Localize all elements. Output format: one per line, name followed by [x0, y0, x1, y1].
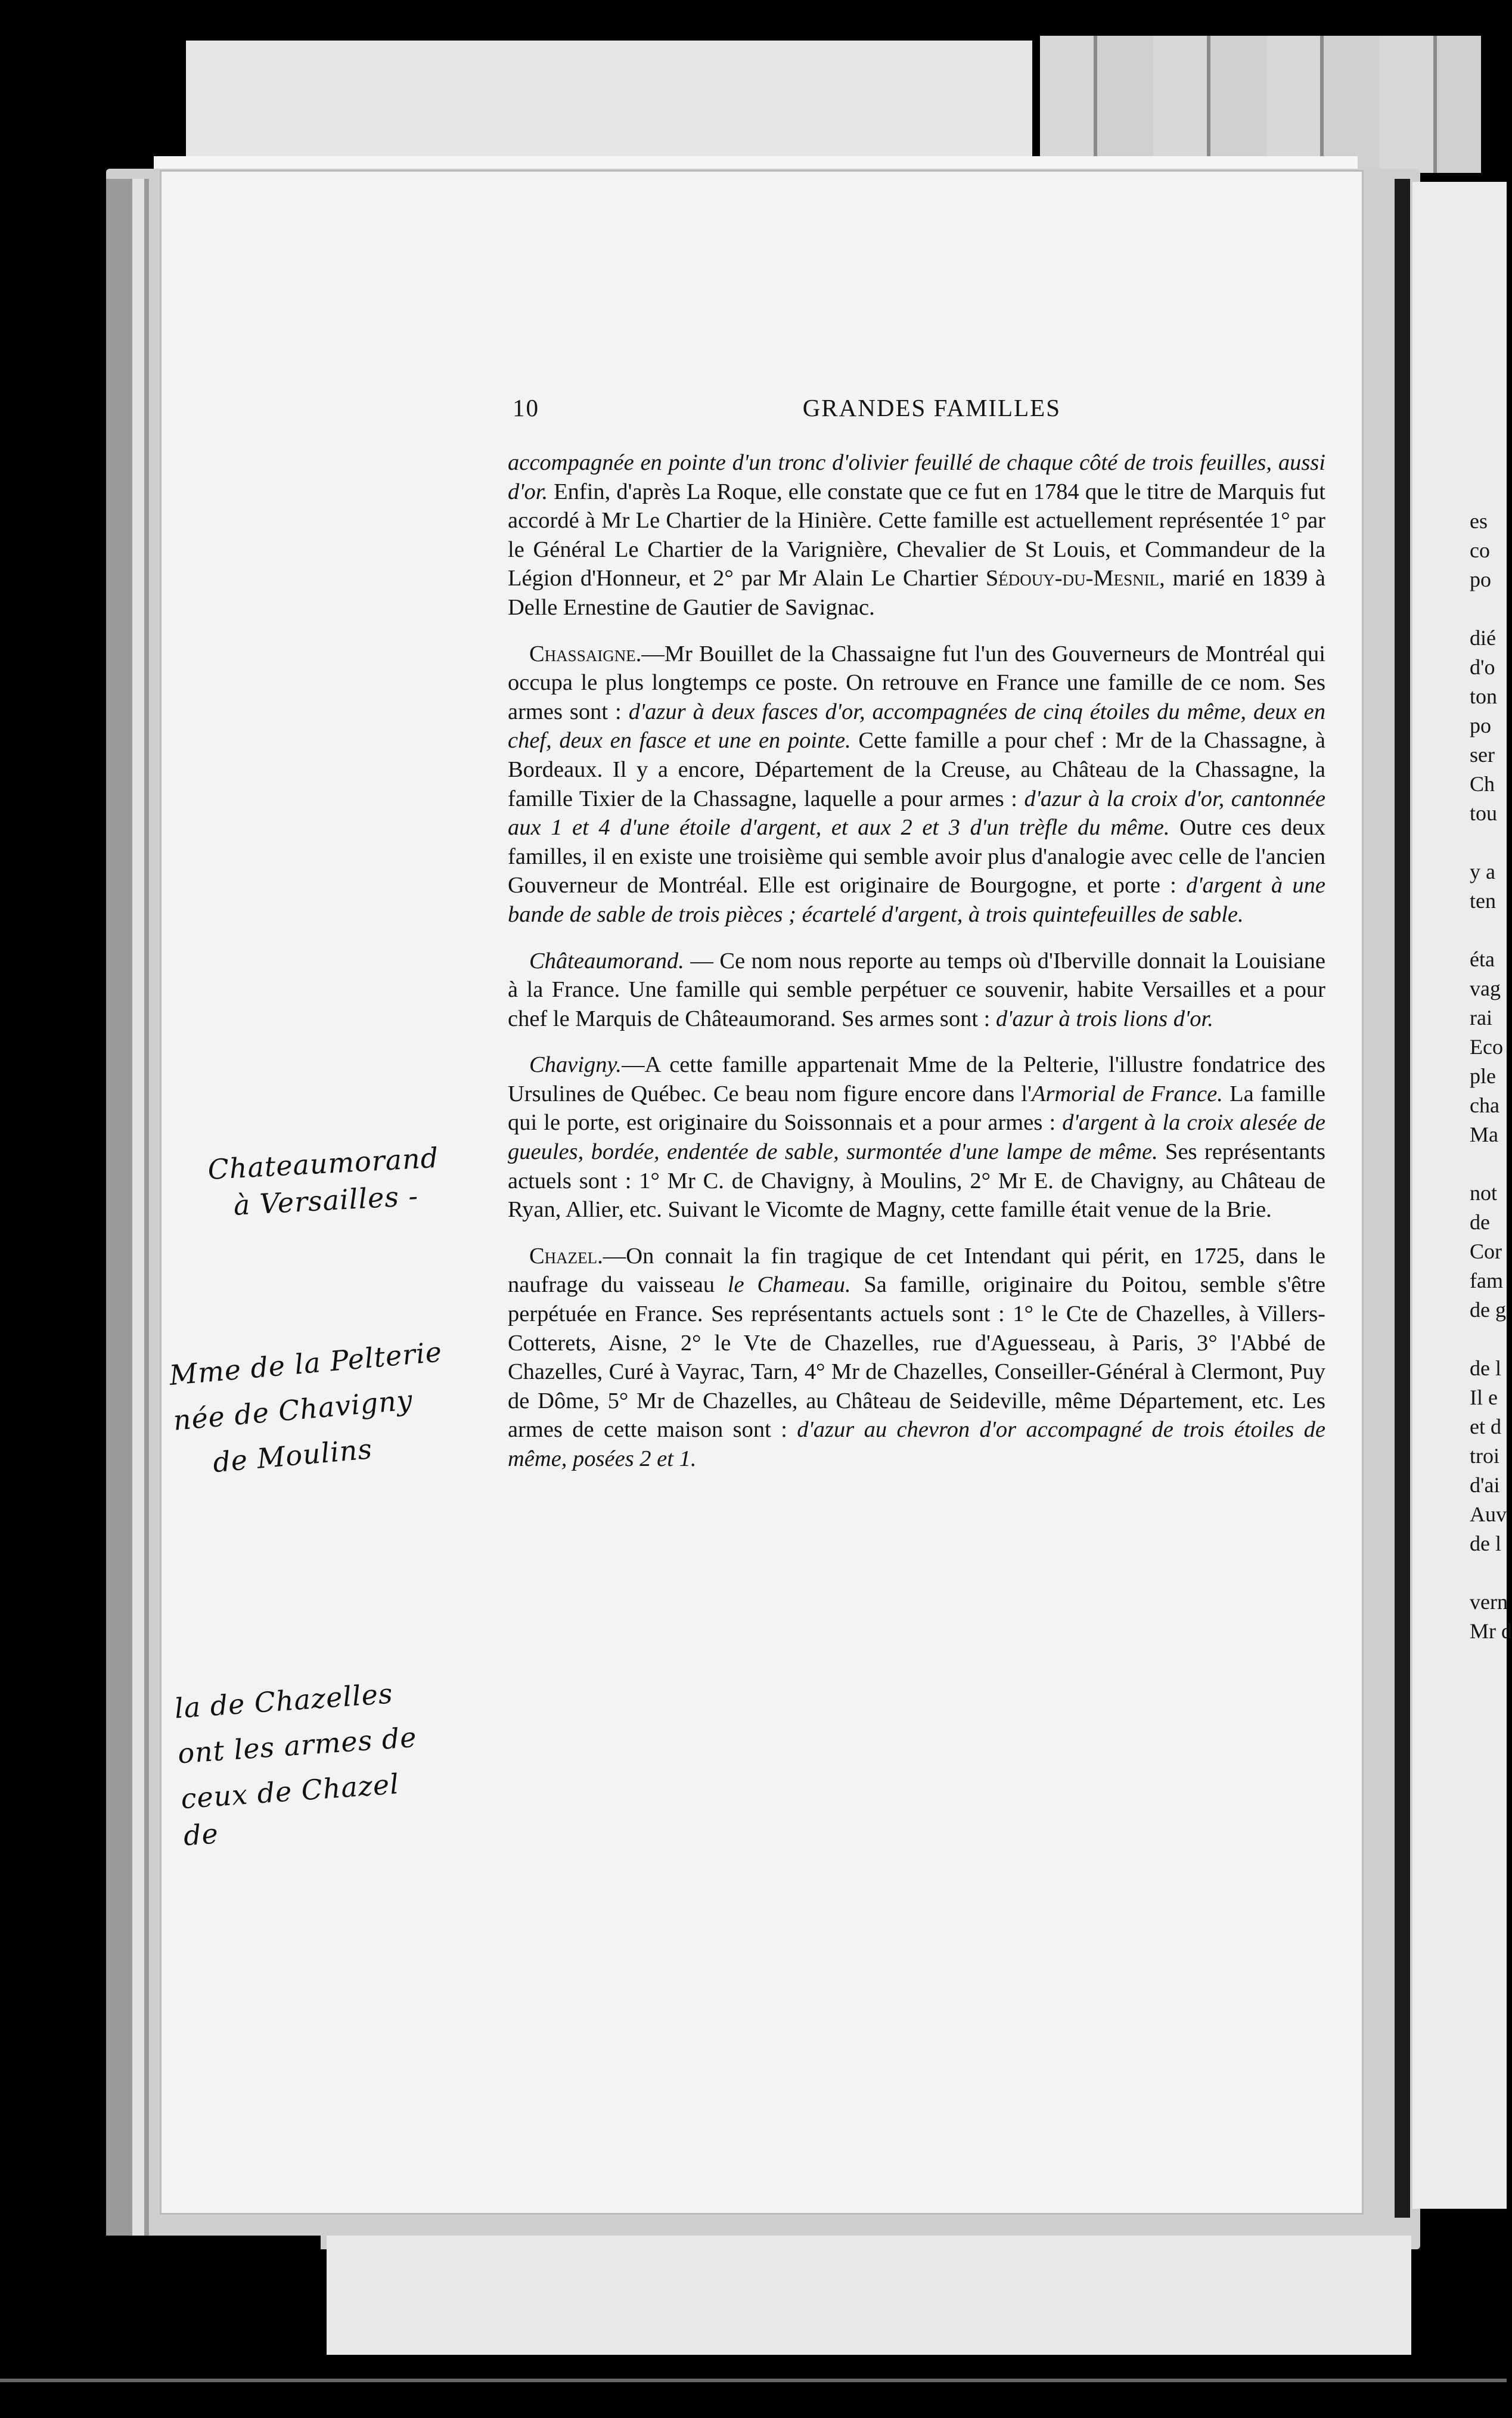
paragraph-chazel: [508, 1242, 1325, 1474]
entry-heading: Châteaumorand.: [529, 948, 684, 974]
facing-page-line: fam: [1470, 1269, 1503, 1292]
blazon-text: d'azur à deux fasces d'or, accompagnées de cinq étoiles du même, deux en chef, deux en fasce et une en pointe.: [508, 699, 1325, 754]
paragraph-text: Cette famille a pour chef : Mr de la Chassagne, à Bordeaux. Il y a encore, Département de la Creuse, au Château de la Chassagne, la famille Tixier de la Chassagne, laquelle a pour armes :: [508, 728, 1325, 811]
blazon-text: d'azur à trois lions d'or.: [995, 1006, 1213, 1031]
note-line: née de Chavigny: [172, 1383, 414, 1437]
ship-name: le Chameau.: [727, 1272, 851, 1298]
facing-page-line: es: [1470, 509, 1488, 533]
facing-page-line: et d: [1470, 1415, 1501, 1439]
entry-heading: Chavigny.: [529, 1052, 622, 1078]
scan-background-wood: [1040, 36, 1481, 173]
facing-page-line: ton: [1470, 684, 1498, 708]
paragraph-text: Ses représentants actuels sont : 1° Mr C. de Chavigny, à Moulins, 2° Mr E. de Chavigny, au Château de Ryan, Allier, etc. Suivant le Vicomte de Magny, cette famille était venue de la Brie.: [508, 1139, 1325, 1223]
handwritten-note-chazelles: [173, 1673, 434, 1855]
facing-page-line: y a: [1470, 860, 1495, 884]
facing-page-line: d'ai: [1470, 1473, 1500, 1497]
facing-page-line: vern: [1470, 1590, 1508, 1614]
facing-page-line: [1470, 1149, 1507, 1179]
facing-page-line: Cor: [1470, 1239, 1502, 1263]
facing-page-line: [1470, 594, 1507, 624]
facing-page-line: [1470, 1325, 1507, 1354]
note-line: de Moulins: [211, 1433, 374, 1479]
scan-white-band: [154, 156, 1358, 169]
family-name-smallcaps: Sédouy-du-Mesnil: [985, 566, 1160, 591]
facing-page-line: de g: [1470, 1298, 1506, 1322]
facing-page-line: Eco: [1470, 1035, 1503, 1059]
paragraph-text: —A cette famille appartenait Mme de la Pelterie, l'illustre fondatrice des Ursulines de Québec. Ce beau nom figure encore dans l': [508, 1052, 1325, 1106]
note-line: à Versailles -: [232, 1179, 420, 1222]
entry-heading: Chassaigne.: [529, 641, 642, 666]
handwritten-note-chavigny: [168, 1332, 464, 1484]
handwritten-note-chateaumorand: [207, 1138, 461, 1225]
facing-page-line: [1470, 1558, 1507, 1588]
facing-page-line: rai: [1470, 1006, 1492, 1030]
blazon-text: accompagnée en pointe d'un tronc d'olivier feuillé de chaque côté de trois feuilles, aussi d'or.: [508, 450, 1325, 504]
blazon-text: d'argent à une bande de sable de trois pièces ; écartelé d'argent, à trois quintefeuilles de sable.: [508, 873, 1325, 927]
facing-page-line: Il e: [1470, 1385, 1498, 1409]
running-header: [513, 393, 1061, 422]
facing-page-line: éta: [1470, 947, 1495, 971]
paragraph-chateaumorand: [508, 947, 1325, 1034]
book-edge-highlight: [132, 179, 144, 2236]
scan-background-bottom-left: [36, 2236, 321, 2355]
note-line: Chateaumorand: [207, 1141, 440, 1186]
paragraph-text: Outre ces deux familles, il en existe une troisième qui semble avoir plus d'analogie avec celle de l'ancien Gouverneur de Montréal. Elle est originaire de Bourgogne, et porte :: [508, 815, 1325, 898]
facing-page-line: [1470, 828, 1507, 857]
facing-page-line: d'o: [1470, 655, 1495, 679]
paragraph-text: — Ce nom nous reporte au temps où d'Iberville donnait la Louisiane à la France. Une famille qui semble perpétuer ce souvenir, habite Versailles et a pour chef le Marquis de Châteaumorand. Ses armes sont :: [508, 948, 1325, 1031]
facing-page-line: Ch: [1470, 772, 1495, 796]
paragraph-chassaigne: [508, 640, 1325, 929]
scan-border: [0, 2379, 1507, 2382]
blazon-text: d'azur au chevron d'or accompagné de trois étoiles de même, posées 2 et 1.: [508, 1417, 1325, 1471]
facing-page-line: ten: [1470, 889, 1496, 913]
page-body: [508, 448, 1325, 1491]
page-number: 10: [513, 394, 539, 421]
facing-page-line: Ma: [1470, 1123, 1498, 1146]
facing-page-line: not: [1470, 1181, 1498, 1205]
facing-page-line: Auv: [1470, 1502, 1507, 1526]
facing-page-line: de: [1470, 1210, 1490, 1234]
facing-page-line: de l: [1470, 1532, 1501, 1555]
facing-page-line: tou: [1470, 801, 1498, 825]
facing-page-line: cha: [1470, 1093, 1499, 1117]
facing-page-line: po: [1470, 568, 1491, 591]
facing-page-line: ple: [1470, 1064, 1496, 1088]
paragraph-text: Enfin, d'après La Roque, elle constate que ce fut en 1784 que le titre de Marquis fut accordé à Mr Le Chartier de la Hinière. Cette famille est actuellement représentée 1° par le Général Le Chartier de la Varignière, Chevalier de St Louis, et Commandeur de la Légion d'Honneur, et 2° par Mr Alain Le Chartier: [508, 479, 1325, 591]
paragraph-text: La famille qui le porte, est originaire du Soissonnais et a pour armes :: [508, 1081, 1326, 1136]
paragraph-continuation: [508, 448, 1325, 622]
facing-page-line: ser: [1470, 743, 1495, 767]
facing-page-line: dié: [1470, 626, 1496, 650]
paragraph-text: , marié en 1839 à Delle Ernestine de Gautier de Savignac.: [508, 566, 1325, 620]
facing-page-line: vag: [1470, 976, 1501, 1000]
facing-page: [1412, 182, 1512, 2209]
paragraph-text: Sa famille, originaire du Poitou, semble s'être perpétuée en France. Ses représentants actuels sont : 1° le Cte de Chazelles, à Villers-Cotterets, Aisne, 2° le Vte de Chazelles, rue d'Aguesseau, à Paris, 3° l'Abbé de Chazelles, Curé à Vayrac, Tarn, 4° Mr de Chazelles, Conseiller-Général à Clermont, Puy de Dôme, 5° Mr de Chazelles, au Château de Seideville, même Département, etc. Les armes de cette maison sont :: [508, 1272, 1325, 1443]
scan-background-bottom: [327, 2236, 1411, 2355]
running-head-title: GRANDES FAMILLES: [802, 394, 1061, 421]
scan-background-top: [186, 41, 1032, 160]
note-line: ont les armes de: [176, 1720, 418, 1770]
paragraph-text: —On connait la fin tragique de cet Intendant qui périt, en 1725, dans le naufrage du vaisseau: [508, 1243, 1325, 1298]
blazon-text: d'argent à la croix alesée de gueules, bordée, endentée de sable, surmontée d'une lampe de même.: [508, 1110, 1326, 1165]
book-title: Armorial de France.: [1032, 1081, 1223, 1106]
facing-page-line: [1470, 916, 1507, 945]
facing-page-line: Mr d: [1470, 1619, 1512, 1643]
paragraph-chavigny: [508, 1050, 1325, 1224]
facing-page-line: troi: [1470, 1444, 1499, 1468]
facing-page-text: [1412, 182, 1512, 1646]
note-line: la de Chazelles: [173, 1677, 395, 1725]
blazon-text: d'azur à la croix d'or, cantonnée aux 1 et 4 d'une étoile d'argent, et aux 2 et 3 d'un trèfle du même.: [508, 786, 1325, 841]
note-line: ceux de Chazel de: [179, 1768, 400, 1852]
entry-heading: Chazel.: [529, 1243, 603, 1269]
facing-page-line: de l: [1470, 1356, 1501, 1380]
page-gutter: [1395, 179, 1410, 2218]
facing-page-line: po: [1470, 714, 1491, 737]
paragraph-text: —Mr Bouillet de la Chassaigne fut l'un des Gouverneurs de Montréal qui occupa le plus longtemps ce poste. On retrouve en France une famille de ce nom. Ses armes sont :: [508, 641, 1325, 724]
facing-page-line: co: [1470, 538, 1490, 562]
note-line: Mme de la Pelterie: [167, 1335, 443, 1392]
